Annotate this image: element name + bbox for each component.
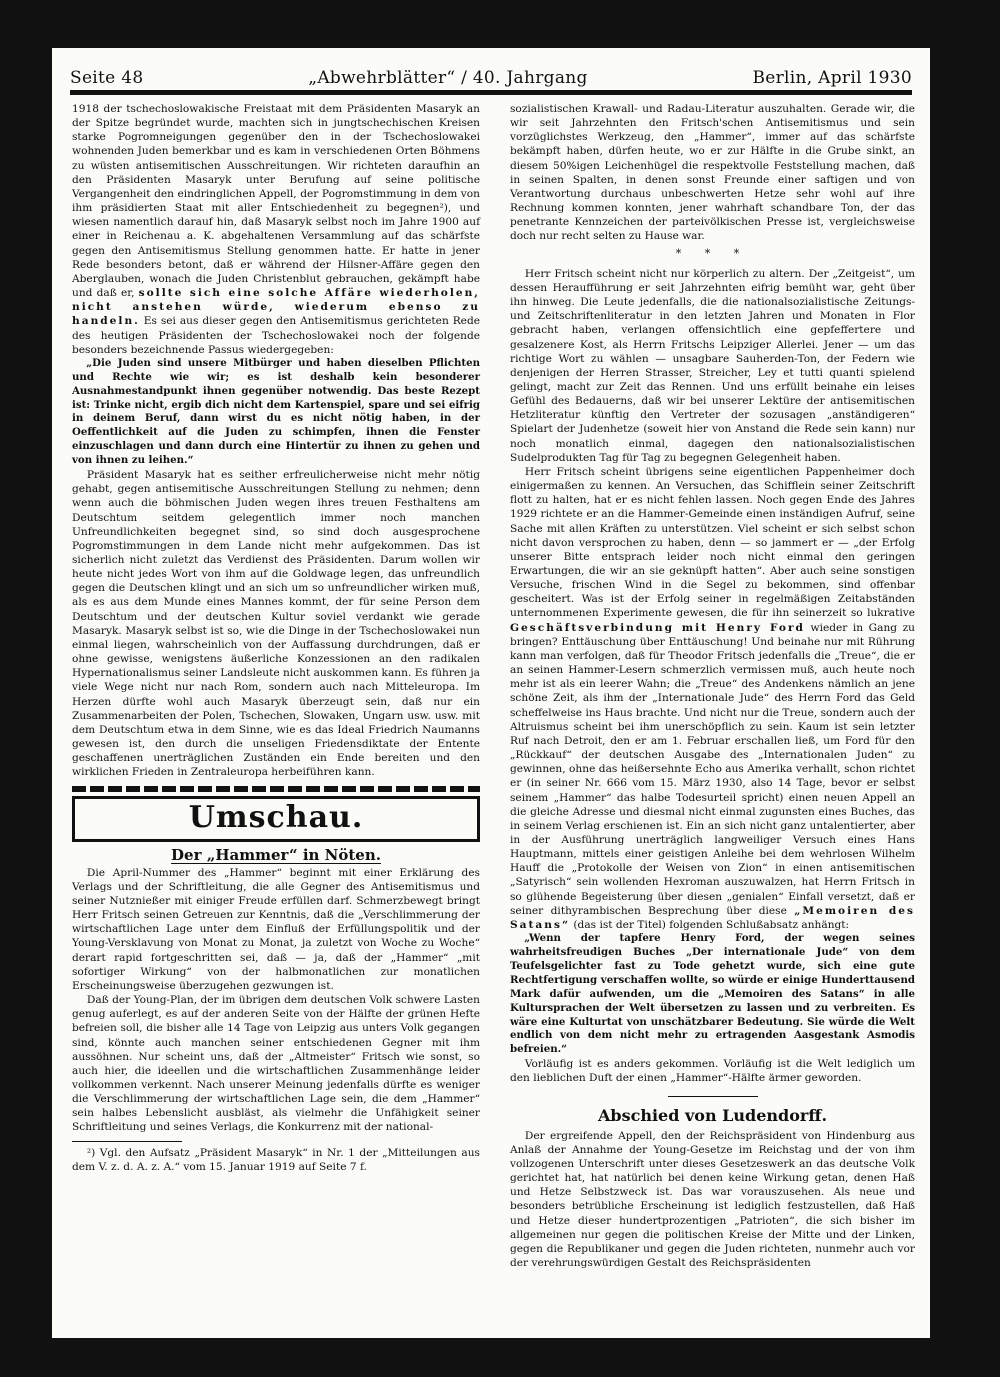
page-header [70,58,912,88]
newspaper-page [52,48,930,1338]
paragraph: Herr Fritsch scheint übrigens seine eigentlichen Pappenheimer doch einigermaßen zu kennen. An Versuchen, das Schifflein seiner Zeitschrift flott zu halten, hat er es nicht fehlen lassen. Noch gegen Ende des Jahres 1929 richtete er an die Hammer-Gemeinde einen inständigen Aufruf, seine Sache mit allen Kräften zu unterstützen. Viel scheint er sich selbst schon nicht davon versprochen zu haben, denn — so jammert er — „der Erfolg unserer Bitte entsprach leider noch nicht einmal den geringen Erwartungen, die wir an sie geknüpft hatten“. Aber auch seine sonstigen Versuche, frischen Wind in die Segel zu bekommen, sind offenbar gescheitert. Was ist der Erfolg seiner in regelmäßigen Zeitabständen unternommenen Experimente gewesen, die für ihn seinerzeit so lukrative Geschäftsverbindung mit Henry Ford wieder in Gang zu bringen? Enttäuschung über Enttäuschung! Und beinahe nur mit Rührung kann man verfolgen, daß für Theodor Fritsch jedenfalls die „Treue“, die er an seinen Hammer-Lesern schmerzlich vermissen muß, auch heute noch mehr ist als ein leerer Wahn; die „Treue“ des Andenkens nämlich an jene schöne Zeit, als ihm der „Internationale Jude“ des Herrn Ford das Geld scheffelweise ins Haus brachte. Und nicht nur die Treue, sondern auch der Altruismus scheint bei ihm unerschöpflich zu sein. Kaum ist sein letzter Ruf nach Detroit, den er am 1. Februar erschallen ließ, um Ford für den „Rückkauf“ der deutschen Ausgabe des „Internationalen Juden“ zu gewinnen, ohne das heißersehnte Echo aus Amerika verhallt, schon richtet er (in seiner Nr. 666 vom 15. März 1930, also 14 Tage, bevor er selbst seinem „Hammer“ das halbe Todesurteil spricht) einen neuen Appell an die gleiche Adresse und diesmal nicht einmal zugunsten eines Buches, das in seinem Verlag erschienen ist. Ein an sich nicht ganz untalentierter, aber in der Ausführung unerträglich langweiliger Versuch eines Hans Hauptmann, mittels einer geistigen Anleihe bei dem wehrlosen Wilhelm Hauff die „Protokolle der Weisen von Zion“ in einen antisemitischen „Satyrisch“ sein wollenden Hexroman auszuwalzen, hat Herrn Fritsch in so glühende Begeisterung über diesen „genialen“ Einfall versetzt, daß er seiner dithyrambischen Besprechung über diese „Memoiren des Satans“ (das ist der Titel) folgenden Schlußabsatz anhängt: [510,465,916,931]
article-separator [668,1096,758,1097]
header-rule [70,90,912,95]
spaced-emphasis: sollte sich eine solche Affäre wiederholen, nicht anstehen würde, wiederum ebenso zu handeln. [72,287,480,328]
spaced-emphasis: Geschäftsverbindung mit Henry Ford [510,621,805,634]
article-heading: Der „Hammer“ in Nöten. [171,845,381,864]
section-stars: * * * [675,246,750,260]
paragraph: Vorläufig ist es anders gekommen. Vorläufig ist die Welt lediglich um den lieblichen Duft der einen „Hammer“-Hälfte ärmer geworden. [510,1058,915,1085]
paragraph: sozialistischen Krawall- und Radau-Literatur auszuhalten. Gerade wir, die wir seit Jahrzehnten den Fritsch'schen Antisemitismus und sein vorzüglichstes Werkzeug, den „Hammer“, immer auf das schärfste bekämpft haben, dürfen heute, wo er zur Hälfte in die Grube sinkt, an diesem 50%igen Leichenhügel die respektvolle Feststellung machen, daß in seinen Spalten, in denen sonst Freunde einer saftigen und von Verantwortung durchaus unbeschwerten Hetze sehr wohl auf ihre Rechnung kommen konnten, jener wahrhaft schandbare Ton, der das penetrante Kennzeichen der parteivölkischen Presse ist, vergleichsweise doch nur recht selten zu Hause war. [510,103,915,243]
date-line: Berlin, April 1930 [752,68,912,88]
page-number: Seite 48 [70,68,144,88]
spaced-emphasis: „Memoiren des Satans“ [510,904,915,931]
publication-title: „Abwehrblätter“ / 40. Jahrgang [308,68,588,88]
section-title-box [72,796,480,842]
paragraph: 1918 der tschechoslowakische Freistaat mit dem Präsidenten Masaryk an der Spitze begründet wurde, machten sich in jungtschechischen Kreisen starke Pogromneigungen gegenüber den in der Tschechoslowakei wohnenden Juden bemerkbar und es kam in verschiedenen Orten Böhmens zu wüsten antisemitischen Ausschreitungen. Wir richteten daraufhin an den Präsidenten Masaryk unter Berufung auf seine politische Vergangenheit den eindringlichen Appell, der Pogromstimmung in dem von ihm präsidierten Staat mit aller Entschiedenheit zu begegnen²), und wiesen namentlich darauf hin, daß Masaryk selbst noch im Jahre 1900 auf einer in Reichenau a. K. abgehaltenen Versammlung auf das schärfste gegen den Antisemitismus Stellung genommen hatte. Er hatte in jener Rede besonders betont, daß er während der Hilsner-Affäre gegen den Aberglauben, wonach die Juden Christenblut gebrauchen, gekämpft habe und daß er, sollte sich eine solche Affäre wiederholen, nicht anstehen würde, wiederum ebenso zu handeln. Es sei aus dieser gegen den Antisemitismus gerichteten Rede des heutigen Präsidenten der Tschechoslowakei noch der folgende besonders bezeichnende Passus wiedergegeben: [72,103,480,356]
footnote: ²) Vgl. den Aufsatz „Präsident Masaryk“ in Nr. 1 der „Mitteilungen aus dem V. z. d. A. z. A.“ vom 15. Januar 1919 auf Seite 7 f. [72,1146,480,1173]
right-column [510,102,915,1270]
paragraph: Der ergreifende Appell, den der Reichspräsident von Hindenburg aus Anlaß der Annahme der Young-Gesetze im Reichstag und der von ihm vollzogenen Unterschrift unter dieses Gesetzeswerk an das deutsche Volk gerichtet hat, hat natürlich bei denen keine Wirkung getan, denen Haß und Hetze Selbstzweck ist. Das war vorauszusehen. Als neue und besonders betrübliche Erscheinung ist lediglich festzustellen, daß Haß und Hetze dieser hundertprozentigen „Patrioten“, die sich bisher im allgemeinen nur gegen die politischen Kreise der Mitte und der Linken, gegen die Republikaner und gegen die Juden richteten, nunmehr auch vor der verehrungswürdigen Gestalt des Reichspräsidenten [510,1129,915,1270]
left-column [72,102,480,1174]
fritsch-quote: „Wenn der tapfere Henry Ford, der wegen seines wahrheitsfreudigen Buches „Der internationale Jude“ von dem Teufelsgelichter fast zu Tode gehetzt wurde, sich eine gute Rechtfertigung verschaffen wollte, so würde er einige Hunderttausend Mark dafür aufwenden, um die „Memoiren des Satans“ in alle Kultursprachen der Welt übersetzen zu lassen und zu verbreiten. Es wäre eine Kulturtat von unschätzbarer Bedeutung. Sie würde die Welt endlich von dem nicht mehr zu ertragenden Aasgestank Asmodis befreien.“ [510,932,915,1056]
paragraph: Daß der Young-Plan, der im übrigen dem deutschen Volk schwere Lasten genug auferlegt, es auf der anderen Seite von der Hälfte der grünen Hefte befreien soll, die bisher alle 14 Tage von Leipzig aus unters Volk gegangen sind, könnte auch manchen seiner entschiedenen Gegner mit ihm aussöhnen. Nur scheint uns, daß der „Altmeister“ Fritsch wie sonst, so auch hier, die ideellen und die wirtschaftlichen Zusammenhänge leider vollkommen verkennt. Nach unserer Meinung jedenfalls dürfte es weniger die Verschlimmerung der wirtschaftlichen Lage sein, die dem „Hammer“ sein halbes Lebenslicht ausbläst, als vielmehr die Unfähigkeit seiner Schriftleitung und seines Verlags, die Konkurrenz mit der national- [72,994,480,1134]
paragraph: Die April-Nummer des „Hammer“ beginnt mit einer Erklärung des Verlags und der Schriftleitung, die alle Gegner des Antisemitismus und seiner Nutznießer mit einiger Freude erfüllen darf. Schmerzbewegt bringt Herr Fritsch seinen Getreuen zur Kenntnis, daß die „Verschlimmerung der wirtschaftlichen Lage unter dem Einfluß der Erfüllungspolitik und der Young-Versklavung von Monat zu Monat, ja zuletzt von Woche zu Woche“ derart rapid fortgeschritten sei, daß — ja, daß der „Hammer“ „mit sofortiger Wirkung“ von der halbmonatlichen zur monatlichen Erscheinungsweise überzugehen gezwungen ist. [72,866,480,992]
article-heading: Abschied von Ludendorff. [597,1105,828,1125]
footnote-rule [72,1141,182,1142]
masaryk-quote: „Die Juden sind unsere Mitbürger und haben dieselben Pflichten und Rechte wie wir; es ist deshalb kein besonderer Ausnahmestandpunkt ihnen gegenüber notwendig. Das beste Rezept ist: Trinke nicht, ergib dich nicht dem Kartenspiel, spare und sei eifrig in deinem Beruf, dann wirst du es nicht nötig haben, in der Oeffentlichkeit auf die Juden zu schimpfen, ihnen die Fenster einzuschlagen und dann durch eine Hintertür zu ihnen zu gehen und von ihnen zu leihen.“ [72,356,480,467]
paragraph: Herr Fritsch scheint nicht nur körperlich zu altern. Der „Zeitgeist“, um dessen Heraufführung er seit Jahrzehnten eifrig bemüht war, geht über ihn hinweg. Die Leute jedenfalls, die die nationalsozialistische Zeitungs- und Zeitschriftenliteratur in den letzten Jahren und Monaten in Flor gebracht haben, verlangen offensichtlich eine gepfeffertere und gesalzenere Kost, als Herrn Fritschs Leipziger Allerlei. Jener — um das richtige Wort zu wählen — unsagbare Sauherden-Ton, der Federn wie denjenigen der Herren Strasser, Streicher, Ley et tutti quanti spielend gelingt, macht zur Zeit das Rennen. Und uns erfüllt beinahe ein leises Gefühl des Bedauerns, daß wir bei unserer Lektüre der antisemitischen Hetzliteratur künftig den Vertreter der sozusagen „anständigeren“ Spielart der Judenhetze (soweit hier von Anstand die Rede sein kann) nur noch monatlich einmal, dagegen den nationalsozialistischen Sudelprodukten Tag für Tag zu begegnen Gelegenheit haben. [510,267,915,464]
ornamental-divider [72,786,480,792]
paragraph: Präsident Masaryk hat es seither erfreulicherweise nicht mehr nötig gehabt, gegen antisemitische Ausschreitungen Stellung zu nehmen; denn wenn auch die böhmischen Juden wegen ihres treuen Festhaltens am Deutschtum seitdem gelegentlich immer noch manchen Unfreundlichkeiten begegnet sind, so sind doch ausgesprochene Pogromstimmungen in dem Lande nicht mehr aufgekommen. Das ist sicherlich nicht zuletzt das Verdienst des Präsidenten. Darum wollen wir heute nicht jedes Wort von ihm auf die Goldwage legen, das unfreundlich gegen die Deutschen klingt und an sich um so unfreundlicher wirken muß, als es aus dem Munde eines Mannes kommt, der für seine Person dem Deutschtum und der deutschen Kultur soviel verdankt wie gerade Masaryk. Masaryk selbst ist so, wie die Dinge in der Tschechoslowakei nun einmal liegen, wahrscheinlich von der Auffassung durchdrungen, daß er ohne gewisse, wenigstens äußerliche Konzessionen an den radikalen Hypernationalismus seiner Landsleute nicht auskommen kann. Es führen ja viele Wege nicht nur nach Rom, sondern auch nach Mitteleuropa. Im Herzen dürfte wohl auch Masaryk überzeugt sein, daß nur ein Zusammenarbeiten der Polen, Tschechen, Slowaken, Ungarn usw. usw. mit dem Deutschtum etwa in dem Sinne, wie es das Ideal Friedrich Naumanns gewesen ist, den durch die unseligen Friedensdiktate der Entente geschaffenen unerträglichen Zuständen ein Ende bereiten und den wirklichen Frieden in Zentraleuropa herbeiführen kann. [72,469,480,779]
section-title: Umschau. [188,800,364,836]
